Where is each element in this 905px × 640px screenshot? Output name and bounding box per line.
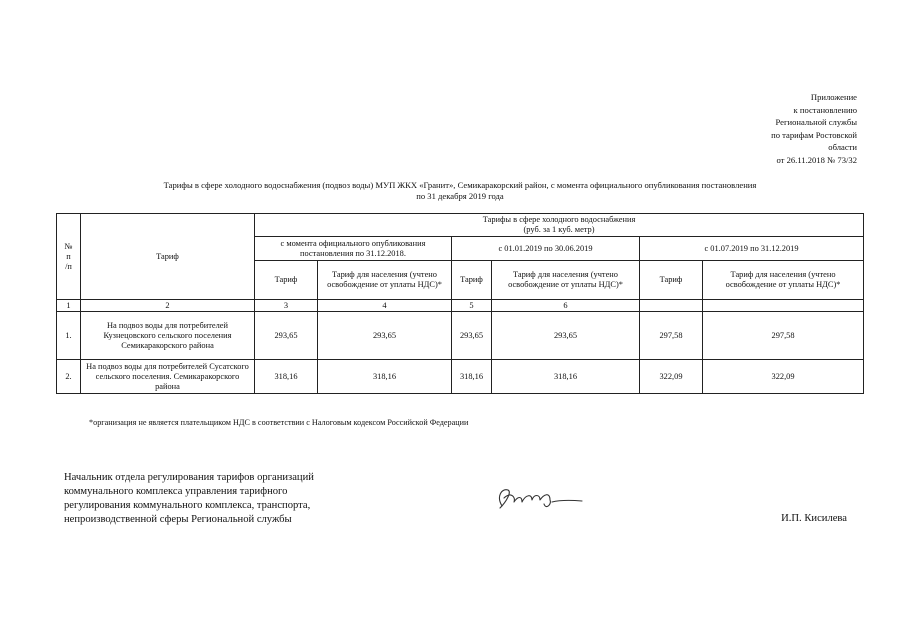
row-value: 318,16 xyxy=(452,360,492,394)
row-name: На подвоз воды для потребителей Сусатского сельского поселения. Семикаракорского района xyxy=(81,360,255,394)
appendix-line: Приложение xyxy=(810,92,857,102)
signatory-position xyxy=(64,471,394,527)
header-period-1: с момента официального опубликования постановления по 31.12.2018. xyxy=(255,237,452,261)
row-value: 318,16 xyxy=(318,360,452,394)
position-line: Начальник отдела регулирования тарифов организаций xyxy=(64,472,314,483)
column-number: 1 xyxy=(57,300,81,312)
footnote: *организация не является плательщиком НДС в соответствии с Налоговым кодексом Российской Федерации xyxy=(89,418,469,427)
column-number: 6 xyxy=(492,300,640,312)
handwritten-signature xyxy=(488,482,588,516)
signer-name: И.П. Кисилева xyxy=(781,513,847,524)
column-number xyxy=(640,300,703,312)
row-value: 293,65 xyxy=(492,312,640,360)
row-value: 293,65 xyxy=(255,312,318,360)
appendix-line: по тарифам Ростовской xyxy=(771,129,857,140)
row-value: 322,09 xyxy=(640,360,703,394)
position-line: непроизводственной сферы Региональной службы xyxy=(64,514,292,525)
header-sub-population: Тариф для населения (учтено освобождение от уплаты НДС)* xyxy=(703,261,864,300)
appendix-line: к постановлению xyxy=(793,104,857,115)
column-number: 3 xyxy=(255,300,318,312)
header-sub-tariff: Тариф xyxy=(255,261,318,300)
header-period-3: с 01.07.2019 по 31.12.2019 xyxy=(640,237,864,261)
appendix-line: области xyxy=(828,142,857,153)
row-value: 318,16 xyxy=(492,360,640,394)
header-row-number: № п /п xyxy=(57,214,81,300)
row-number: 1. xyxy=(57,312,81,360)
column-number xyxy=(703,300,864,312)
header-sub-tariff: Тариф xyxy=(640,261,703,300)
position-line: коммунального комплекса управления тарифного xyxy=(64,486,288,497)
position-line: регулирования коммунального комплекса, транспорта, xyxy=(64,500,311,511)
column-number: 5 xyxy=(452,300,492,312)
row-name: На подвоз воды для потребителей Кузнецовского сельского поселения Семикаракорского района xyxy=(81,312,255,360)
tariff-table xyxy=(56,213,864,394)
title-line-1: Тарифы в сфере холодного водоснабжения (подвоз воды) МУП ЖКХ «Гранит», Семикаракорский район, с момента официального опубликования постановления xyxy=(163,180,757,190)
row-value: 293,65 xyxy=(318,312,452,360)
header-sub-population: Тариф для населения (учтено освобождение от уплаты НДС)* xyxy=(318,261,452,300)
column-number: 2 xyxy=(81,300,255,312)
row-number: 2. xyxy=(57,360,81,394)
document-title xyxy=(55,180,865,202)
header-tariff: Тариф xyxy=(81,214,255,300)
row-value: 297,58 xyxy=(703,312,864,360)
appendix-line: Региональной службы xyxy=(775,117,857,128)
header-group: Тарифы в сфере холодного водоснабжения (руб. за 1 куб. метр) xyxy=(255,214,864,237)
row-value: 318,16 xyxy=(255,360,318,394)
row-value: 293,65 xyxy=(452,312,492,360)
table-row xyxy=(57,360,864,394)
header-sub-population: Тариф для населения (учтено освобождение от уплаты НДС)* xyxy=(492,261,640,300)
table-row xyxy=(57,312,864,360)
title-line-2: по 31 декабря 2019 года xyxy=(416,191,504,201)
column-number: 4 xyxy=(318,300,452,312)
header-sub-tariff: Тариф xyxy=(452,261,492,300)
header-period-2: с 01.01.2019 по 30.06.2019 xyxy=(452,237,640,261)
row-value: 322,09 xyxy=(703,360,864,394)
row-value: 297,58 xyxy=(640,312,703,360)
appendix-block xyxy=(697,91,857,167)
appendix-line: от 26.11.2018 № 73/32 xyxy=(776,154,857,165)
